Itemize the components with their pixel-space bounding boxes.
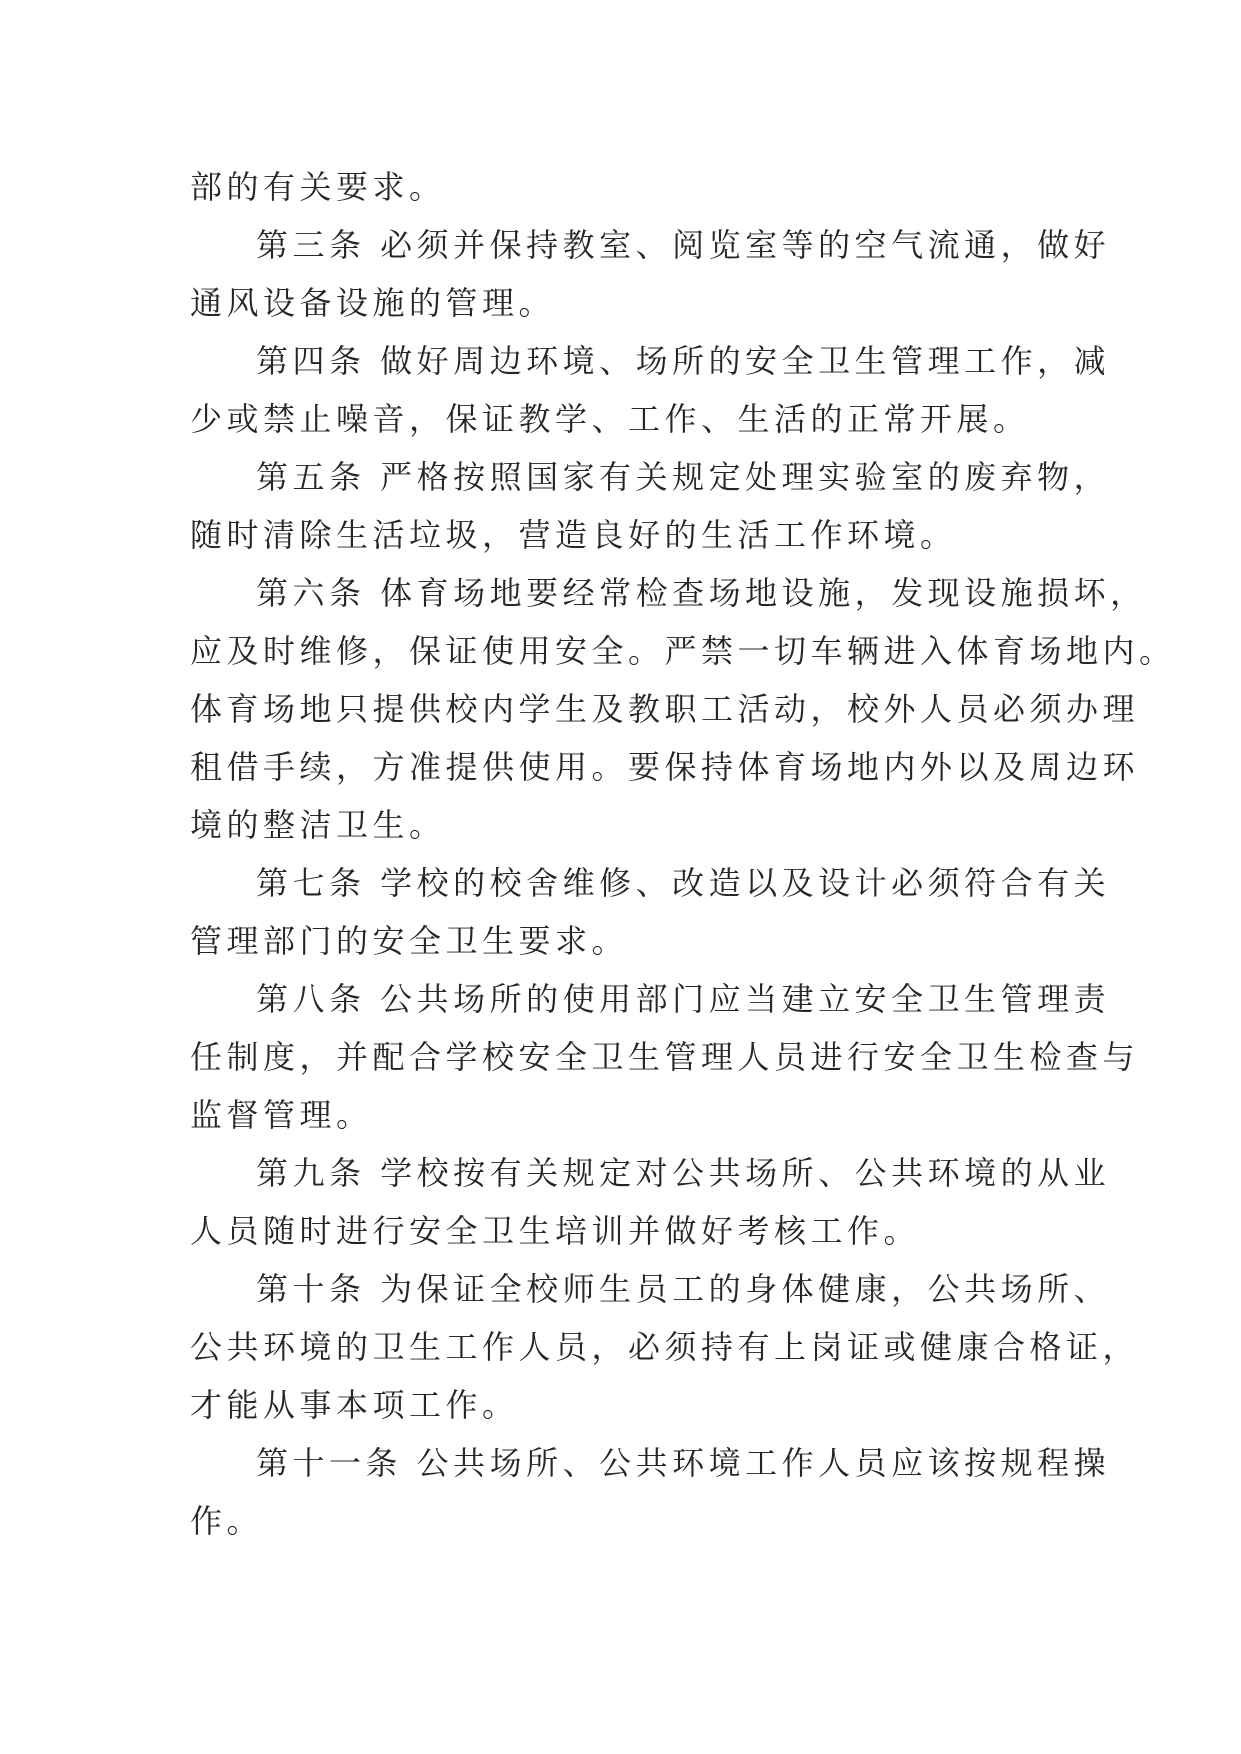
text-line: 第十条 为保证全校师生员工的身体健康，公共场所、 <box>256 1270 1111 1308</box>
text-line: 才能从事本项工作。 <box>190 1386 519 1424</box>
text-line: 体育场地只提供校内学生及教职工活动，校外人员必须办理 <box>190 690 1140 728</box>
article-4 <box>190 332 1111 448</box>
text-line: 少或禁止噪音，保证教学、工作、生活的正常开展。 <box>190 400 1030 438</box>
paragraph-continuation <box>190 158 1050 216</box>
text-line: 通风设备设施的管理。 <box>190 284 556 322</box>
text-line: 部的有关要求。 <box>190 168 446 206</box>
text-line: 监督管理。 <box>190 1096 373 1134</box>
document-body <box>190 158 1176 1550</box>
text-line: 第八条 公共场所的使用部门应当建立安全卫生管理责 <box>256 980 1111 1018</box>
text-line: 租借手续，方准提供使用。要保持体育场地内外以及周边环 <box>190 748 1140 786</box>
text-line: 第七条 学校的校舍维修、改造以及设计必须符合有关 <box>256 864 1111 902</box>
text-line: 公共环境的卫生工作人员，必须持有上岗证或健康合格证， <box>190 1328 1140 1366</box>
text-line: 第九条 学校按有关规定对公共场所、公共环境的从业 <box>256 1154 1111 1192</box>
article-6 <box>190 564 1176 854</box>
article-3 <box>190 216 1111 332</box>
article-10 <box>190 1260 1140 1434</box>
text-line: 作。 <box>190 1502 264 1540</box>
text-line: 第十一条 公共场所、公共环境工作人员应该按规程操 <box>256 1444 1111 1482</box>
text-line: 第三条 必须并保持教室、阅览室等的空气流通，做好 <box>256 226 1111 264</box>
text-line: 管理部门的安全卫生要求。 <box>190 922 629 960</box>
article-7 <box>190 854 1111 970</box>
article-11 <box>190 1434 1111 1550</box>
text-line: 任制度，并配合学校安全卫生管理人员进行安全卫生检查与 <box>190 1038 1140 1076</box>
article-5 <box>190 448 1111 564</box>
text-line: 第六条 体育场地要经常检查场地设施，发现设施损坏， <box>256 574 1147 612</box>
text-line: 第四条 做好周边环境、场所的安全卫生管理工作，减 <box>256 342 1111 380</box>
text-line: 应及时维修，保证使用安全。严禁一切车辆进入体育场地内。 <box>190 632 1176 670</box>
text-line: 人员随时进行安全卫生培训并做好考核工作。 <box>190 1212 921 1250</box>
article-8 <box>190 970 1140 1144</box>
article-9 <box>190 1144 1111 1260</box>
text-line: 第五条 严格按照国家有关规定处理实验室的废弃物， <box>256 458 1111 496</box>
text-line: 随时清除生活垃圾，营造良好的生活工作环境。 <box>190 516 957 554</box>
text-line: 境的整洁卫生。 <box>190 806 446 844</box>
